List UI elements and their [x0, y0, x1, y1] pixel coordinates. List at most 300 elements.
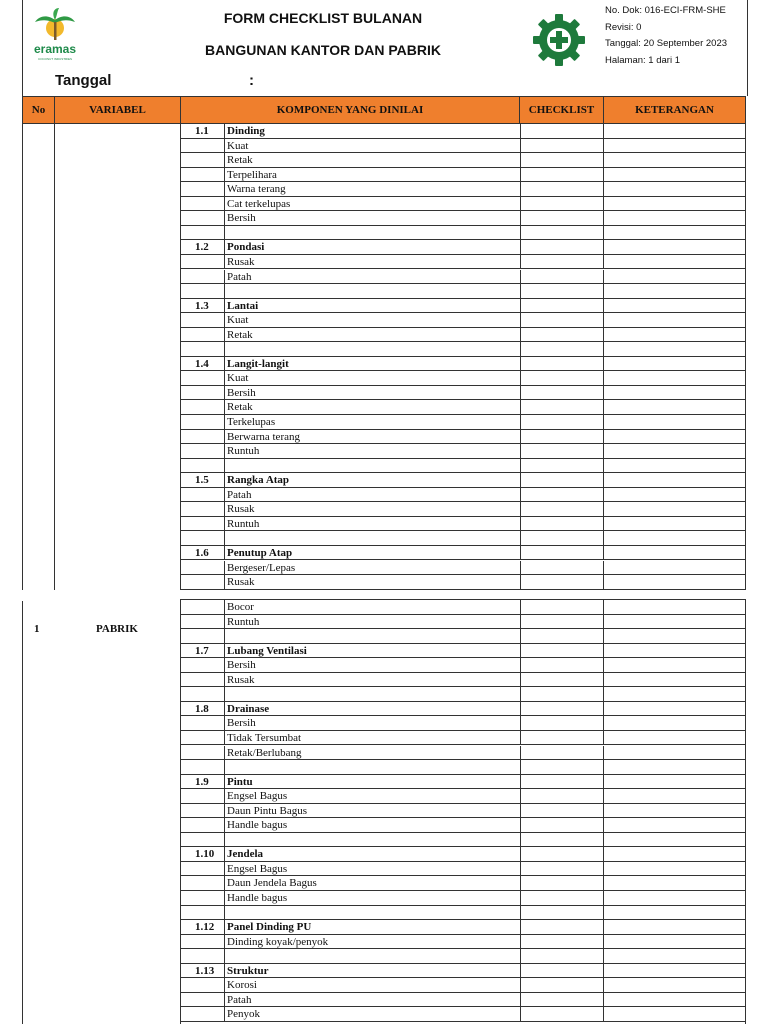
list-item	[181, 139, 746, 154]
item-number	[181, 444, 225, 458]
checklist-cell[interactable]	[520, 517, 604, 531]
keterangan-cell[interactable]	[604, 716, 746, 730]
header-variabel: VARIABEL	[54, 96, 181, 124]
item-number: 1.4	[181, 357, 225, 371]
checklist-cell[interactable]	[520, 240, 604, 254]
keterangan-cell[interactable]	[604, 818, 746, 832]
item-number: 1.10	[181, 847, 225, 861]
form-subtitle: BANGUNAN KANTOR DAN PABRIK	[205, 42, 441, 58]
keterangan-cell[interactable]	[604, 920, 746, 934]
item-text: Retak	[227, 328, 253, 341]
checklist-cell[interactable]	[520, 415, 604, 429]
item-number	[181, 211, 225, 225]
checklist-cell[interactable]	[520, 502, 604, 516]
logo-subtext: COCONUT INDUSTRIES	[37, 57, 73, 61]
item-number	[181, 168, 225, 182]
checklist-cell[interactable]	[520, 182, 604, 196]
list-item	[181, 615, 746, 630]
list-item	[181, 444, 746, 459]
keterangan-cell[interactable]	[604, 876, 746, 890]
list-item	[181, 400, 746, 415]
list-item	[181, 789, 746, 804]
list-item	[181, 313, 746, 328]
tanggal-label: Tanggal	[55, 72, 112, 89]
keterangan-cell[interactable]	[604, 789, 746, 803]
item-number: 1.8	[181, 702, 225, 716]
item-text	[225, 284, 520, 298]
keterangan-cell[interactable]	[604, 197, 746, 211]
list-item	[181, 600, 746, 615]
list-item	[181, 804, 746, 819]
item-text: Pondasi	[227, 241, 265, 254]
item-number	[181, 906, 225, 920]
item-number	[181, 935, 225, 949]
keterangan-cell[interactable]	[604, 371, 746, 385]
section-row	[181, 124, 746, 139]
item-number: 1.2	[181, 240, 225, 254]
item-number	[181, 687, 225, 701]
logo-text: eramas	[33, 42, 77, 56]
item-text	[225, 531, 520, 545]
item-text: Handle bagus	[227, 892, 288, 904]
item-text: Dinding koyak/penyok	[227, 935, 329, 948]
checklist-cell[interactable]	[520, 935, 604, 949]
item-text: Dinding	[227, 125, 265, 137]
form-title: FORM CHECKLIST BULANAN	[223, 10, 423, 26]
checklist-cell[interactable]	[520, 459, 604, 473]
keterangan-cell[interactable]	[604, 168, 746, 182]
list-item	[181, 153, 746, 168]
list-item	[181, 386, 746, 401]
checklist-table	[22, 96, 746, 1024]
item-text: Bocor	[227, 601, 254, 613]
checklist-cell[interactable]	[520, 760, 604, 774]
item-text: Patah	[227, 270, 252, 283]
list-item	[181, 270, 746, 285]
keterangan-cell[interactable]	[604, 978, 746, 992]
checklist-cell[interactable]	[520, 270, 604, 284]
checklist-cell[interactable]	[520, 531, 604, 545]
item-number: 1.7	[181, 644, 225, 658]
keterangan-cell[interactable]	[604, 833, 746, 847]
item-text	[225, 687, 520, 701]
keterangan-cell[interactable]	[604, 444, 746, 458]
checklist-cell[interactable]	[520, 978, 604, 992]
item-text: Struktur	[227, 964, 269, 977]
keterangan-cell[interactable]	[604, 473, 746, 487]
item-number	[181, 139, 225, 153]
checklist-cell[interactable]	[520, 488, 604, 502]
item-number	[181, 182, 225, 196]
checklist-block-1	[180, 124, 746, 590]
item-text: Rusak	[227, 255, 255, 268]
checklist-cell[interactable]	[520, 629, 604, 643]
item-number	[181, 342, 225, 356]
list-item	[181, 891, 746, 906]
checklist-cell[interactable]	[520, 847, 604, 861]
list-item	[181, 517, 746, 532]
checklist-cell[interactable]	[520, 400, 604, 414]
list-item	[181, 731, 746, 746]
keterangan-cell[interactable]	[604, 255, 746, 269]
item-number	[181, 517, 225, 531]
item-number	[181, 400, 225, 414]
list-item	[181, 502, 746, 517]
keterangan-cell[interactable]	[604, 226, 746, 240]
checklist-cell[interactable]	[520, 371, 604, 385]
safety-gear-icon	[531, 12, 587, 68]
item-number	[181, 993, 225, 1007]
keterangan-cell[interactable]	[604, 328, 746, 342]
item-number	[181, 746, 225, 760]
item-text: Drainase	[227, 702, 270, 715]
item-text: Warna terang	[227, 183, 286, 196]
checklist-cell[interactable]	[520, 197, 604, 211]
list-item	[181, 575, 746, 590]
item-text: Runtuh	[227, 517, 260, 530]
checklist-cell[interactable]	[520, 658, 604, 672]
keterangan-cell[interactable]	[604, 775, 746, 789]
checklist-cell[interactable]	[520, 328, 604, 342]
keterangan-cell[interactable]	[604, 935, 746, 949]
item-text: Runtuh	[227, 445, 260, 458]
keterangan-cell[interactable]	[604, 357, 746, 371]
checklist-cell[interactable]	[520, 644, 604, 658]
keterangan-cell[interactable]	[604, 804, 746, 818]
keterangan-cell[interactable]	[604, 687, 746, 701]
item-text: Terpelihara	[227, 168, 277, 181]
list-item	[181, 716, 746, 731]
header-no: No	[22, 96, 55, 124]
list-item	[181, 1007, 746, 1022]
keterangan-cell[interactable]	[604, 847, 746, 861]
keterangan-cell[interactable]	[604, 546, 746, 560]
item-text: Rusak	[227, 576, 255, 589]
list-item	[181, 673, 746, 688]
checklist-cell[interactable]	[520, 430, 604, 444]
item-text: Patah	[227, 488, 252, 501]
keterangan-cell[interactable]	[604, 891, 746, 905]
list-item	[181, 459, 746, 474]
checklist-cell[interactable]	[520, 615, 604, 629]
checklist-cell[interactable]	[520, 600, 604, 614]
checklist-cell[interactable]	[520, 993, 604, 1007]
page-count: Halaman: 1 dari 1	[605, 54, 680, 66]
item-text: Retak	[227, 154, 253, 167]
item-text: Penutup Atap	[227, 546, 293, 559]
checklist-cell[interactable]	[520, 716, 604, 730]
keterangan-cell[interactable]	[604, 182, 746, 196]
list-item	[181, 949, 746, 964]
checklist-cell[interactable]	[520, 731, 604, 745]
doc-number: No. Dok: 016-ECI-FRM-SHE	[605, 5, 726, 16]
keterangan-cell[interactable]	[604, 517, 746, 531]
item-number	[181, 978, 225, 992]
keterangan-cell[interactable]	[604, 1007, 746, 1021]
item-number	[181, 328, 225, 342]
keterangan-cell[interactable]	[604, 644, 746, 658]
keterangan-cell[interactable]	[604, 139, 746, 153]
keterangan-cell[interactable]	[604, 731, 746, 745]
checklist-cell[interactable]	[520, 284, 604, 298]
checklist-cell[interactable]	[520, 673, 604, 687]
item-text: Runtuh	[227, 615, 260, 628]
item-text: Rangka Atap	[227, 474, 290, 487]
list-item	[181, 760, 746, 775]
keterangan-cell[interactable]	[604, 400, 746, 414]
item-text	[225, 760, 520, 774]
item-number	[181, 153, 225, 167]
section-row	[181, 357, 746, 372]
list-item	[181, 876, 746, 891]
list-item	[181, 328, 746, 343]
keterangan-cell[interactable]	[604, 964, 746, 978]
checklist-cell[interactable]	[520, 299, 604, 313]
checklist-cell[interactable]	[520, 949, 604, 963]
keterangan-cell[interactable]	[604, 240, 746, 254]
item-text: Lantai	[227, 299, 259, 312]
checklist-cell[interactable]	[520, 124, 604, 138]
item-number	[181, 284, 225, 298]
no-col-divider-top	[54, 124, 55, 590]
keterangan-cell[interactable]	[604, 615, 746, 629]
item-text: Lubang Ventilasi	[227, 644, 307, 657]
header-komponen: KOMPONEN YANG DINILAI	[180, 96, 520, 124]
item-text: Pintu	[227, 775, 253, 788]
item-text: Kuat	[227, 139, 249, 152]
list-item	[181, 226, 746, 241]
checklist-cell[interactable]	[520, 255, 604, 269]
list-item	[181, 687, 746, 702]
keterangan-cell[interactable]	[604, 124, 746, 138]
list-item	[181, 255, 746, 270]
item-text: Retak	[227, 401, 253, 414]
item-number	[181, 226, 225, 240]
item-number: 1.5	[181, 473, 225, 487]
item-number	[181, 876, 225, 890]
keterangan-cell[interactable]	[604, 270, 746, 284]
keterangan-cell[interactable]	[604, 760, 746, 774]
checklist-cell[interactable]	[520, 444, 604, 458]
keterangan-cell[interactable]	[604, 430, 746, 444]
checklist-cell[interactable]	[520, 775, 604, 789]
section-row	[181, 546, 746, 561]
item-number	[181, 386, 225, 400]
item-text: Kuat	[227, 314, 249, 327]
keterangan-cell[interactable]	[604, 299, 746, 313]
item-number	[181, 862, 225, 876]
item-text	[225, 226, 520, 240]
keterangan-cell[interactable]	[604, 600, 746, 614]
item-number	[181, 658, 225, 672]
item-number: 1.9	[181, 775, 225, 789]
checklist-cell[interactable]	[520, 833, 604, 847]
keterangan-cell[interactable]	[604, 862, 746, 876]
item-text	[225, 459, 520, 473]
item-text	[225, 629, 520, 643]
tanggal-colon[interactable]: :	[249, 72, 254, 89]
row-variabel: PABRIK	[96, 623, 138, 635]
checklist-cell[interactable]	[520, 862, 604, 876]
checklist-cell[interactable]	[520, 211, 604, 225]
keterangan-cell[interactable]	[604, 673, 746, 687]
section-row	[181, 702, 746, 717]
list-item	[181, 993, 746, 1008]
checklist-cell[interactable]	[520, 546, 604, 560]
item-text: Berwarna terang	[227, 430, 300, 443]
item-text	[225, 342, 520, 356]
section-row	[181, 473, 746, 488]
keterangan-cell[interactable]	[604, 153, 746, 167]
item-number	[181, 531, 225, 545]
checklist-block-2	[180, 599, 746, 1024]
keterangan-cell[interactable]	[604, 575, 746, 589]
list-item	[181, 833, 746, 848]
item-number	[181, 949, 225, 963]
header-checklist: CHECKLIST	[519, 96, 604, 124]
item-text: Bersih	[227, 386, 256, 399]
item-text: Cat terkelupas	[227, 197, 291, 210]
item-number	[181, 818, 225, 832]
item-text: Bergeser/Lepas	[227, 561, 296, 574]
item-number	[181, 415, 225, 429]
checklist-cell[interactable]	[520, 139, 604, 153]
keterangan-cell[interactable]	[604, 702, 746, 716]
section-row	[181, 775, 746, 790]
item-number	[181, 459, 225, 473]
checklist-cell[interactable]	[520, 876, 604, 890]
keterangan-cell[interactable]	[604, 993, 746, 1007]
checklist-cell[interactable]	[520, 804, 604, 818]
list-item	[181, 430, 746, 445]
list-item	[181, 935, 746, 950]
section-row	[181, 299, 746, 314]
keterangan-cell[interactable]	[604, 502, 746, 516]
checklist-cell[interactable]	[520, 746, 604, 760]
list-item	[181, 284, 746, 299]
list-item	[181, 415, 746, 430]
item-number	[181, 804, 225, 818]
list-item	[181, 862, 746, 877]
item-number: 1.3	[181, 299, 225, 313]
list-item	[181, 168, 746, 183]
item-number: 1.1	[181, 124, 225, 138]
item-text: Patah	[227, 993, 252, 1006]
item-number	[181, 891, 225, 905]
item-number	[181, 673, 225, 687]
item-number	[181, 789, 225, 803]
checklist-cell[interactable]	[520, 226, 604, 240]
keterangan-cell[interactable]	[604, 415, 746, 429]
keterangan-cell[interactable]	[604, 284, 746, 298]
item-text: Bersih	[227, 717, 256, 730]
checklist-cell[interactable]	[520, 702, 604, 716]
checklist-cell[interactable]	[520, 964, 604, 978]
item-text	[225, 906, 520, 920]
checklist-cell[interactable]	[520, 386, 604, 400]
checklist-cell[interactable]	[520, 1007, 604, 1021]
keterangan-cell[interactable]	[604, 488, 746, 502]
checklist-cell[interactable]	[520, 342, 604, 356]
keterangan-cell[interactable]	[604, 658, 746, 672]
list-item	[181, 342, 746, 357]
item-number	[181, 488, 225, 502]
checklist-cell[interactable]	[520, 891, 604, 905]
item-number	[181, 575, 225, 589]
list-item	[181, 488, 746, 503]
keterangan-cell[interactable]	[604, 386, 746, 400]
list-item	[181, 197, 746, 212]
keterangan-cell[interactable]	[604, 313, 746, 327]
list-item	[181, 906, 746, 921]
keterangan-cell[interactable]	[604, 906, 746, 920]
keterangan-cell[interactable]	[604, 531, 746, 545]
checklist-cell[interactable]	[520, 687, 604, 701]
item-number	[181, 561, 225, 575]
list-item	[181, 561, 746, 576]
checklist-cell[interactable]	[520, 313, 604, 327]
checklist-cell[interactable]	[520, 920, 604, 934]
document-info	[605, 3, 727, 69]
item-text	[225, 833, 520, 847]
list-item	[181, 211, 746, 226]
item-number	[181, 371, 225, 385]
item-text: Panel Dinding PU	[227, 921, 312, 934]
checklist-cell[interactable]	[520, 561, 604, 575]
checklist-cell[interactable]	[520, 818, 604, 832]
item-text: Handle bagus	[227, 819, 288, 832]
item-text: Bersih	[227, 212, 256, 225]
left-border-top	[22, 124, 23, 590]
checklist-cell[interactable]	[520, 153, 604, 167]
item-text	[225, 949, 520, 963]
checklist-cell[interactable]	[520, 168, 604, 182]
checklist-cell[interactable]	[520, 575, 604, 589]
keterangan-cell[interactable]	[604, 746, 746, 760]
checklist-cell[interactable]	[520, 357, 604, 371]
section-row	[181, 847, 746, 862]
header-keterangan: KETERANGAN	[603, 96, 746, 124]
item-text: Tidak Tersumbat	[227, 731, 302, 744]
checklist-cell[interactable]	[520, 473, 604, 487]
doc-date: Tanggal: 20 September 2023	[605, 38, 728, 49]
list-item	[181, 818, 746, 833]
checklist-cell[interactable]	[520, 789, 604, 803]
list-item	[181, 531, 746, 546]
item-text: Daun Pintu Bagus	[227, 804, 308, 817]
item-text: Penyok	[227, 1008, 260, 1021]
item-number	[181, 833, 225, 847]
keterangan-cell[interactable]	[604, 342, 746, 356]
section-row	[181, 920, 746, 935]
item-text: Rusak	[227, 503, 255, 516]
keterangan-cell[interactable]	[604, 629, 746, 643]
keterangan-cell[interactable]	[604, 211, 746, 225]
section-row	[181, 240, 746, 255]
item-number	[181, 255, 225, 269]
list-item	[181, 978, 746, 993]
checklist-cell[interactable]	[520, 906, 604, 920]
item-number	[181, 731, 225, 745]
item-number: 1.12	[181, 920, 225, 934]
keterangan-cell[interactable]	[604, 949, 746, 963]
item-number	[181, 716, 225, 730]
item-text: Korosi	[227, 979, 257, 992]
keterangan-cell[interactable]	[604, 561, 746, 575]
item-text: Rusak	[227, 673, 255, 686]
keterangan-cell[interactable]	[604, 459, 746, 473]
item-number: 1.6	[181, 546, 225, 560]
